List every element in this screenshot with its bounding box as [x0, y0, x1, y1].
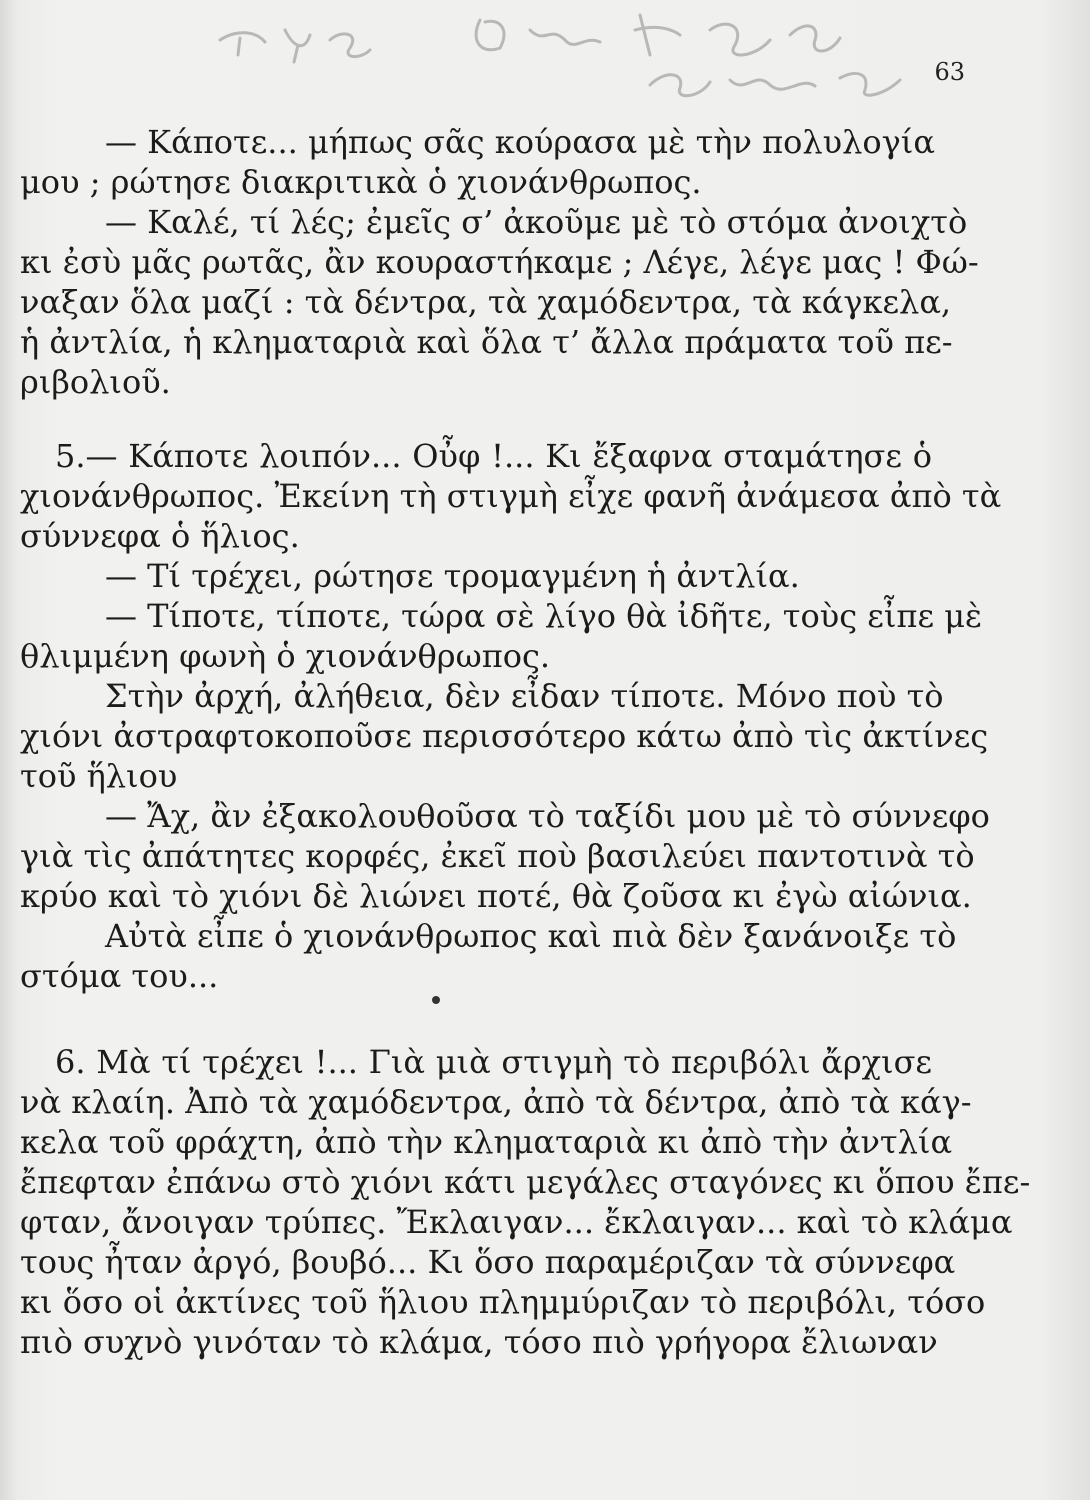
text-line: κρύο καὶ τὸ χιόνι δὲ λιώνει ποτέ, θὰ ζοῦσα κι ἐγὼ αἰώνια. — [20, 877, 972, 915]
text-line: ἔπεφταν ἐπάνω στὸ χιόνι κάτι μεγάλες σταγόνες κι ὅπου ἔπε- — [20, 1163, 1031, 1201]
text-line: — Καλέ, τί λές; ἐμεῖς σ’ ἀκοῦμε μὲ τὸ στόμα ἀνοιχτὸ — [105, 203, 968, 241]
text-line: 5.— Κάποτε λοιπόν... Οὖφ !... Κι ἔξαφνα σταμάτησε ὁ — [55, 437, 932, 475]
text-line: ριβολιοῦ. — [20, 363, 171, 401]
text-line: θλιμμένη φωνὴ ὁ χιονάνθρωπος. — [20, 637, 551, 675]
text-line: σύννεφα ὁ ἥλιος. — [20, 517, 300, 555]
text-line: τοῦ ἥλιου — [20, 757, 178, 795]
text-line: μου ; ρώτησε διακριτικὰ ὁ χιονάνθρωπος. — [20, 163, 702, 201]
ink-speck — [432, 996, 440, 1004]
text-line: κελα τοῦ φράχτη, ἀπὸ τὴν κληματαριὰ κι ἀπὸ τὴν ἀντλία — [20, 1123, 953, 1161]
text-line: πιὸ συχνὸ γινόταν τὸ κλάμα, τόσο πιὸ γρήγορα ἔλιωναν — [20, 1323, 938, 1361]
text-line: Στὴν ἀρχή, ἀλήθεια, δὲν εἶδαν τίποτε. Μόνο ποὺ τὸ — [105, 677, 944, 715]
text-line: φταν, ἄνοιγαν τρύπες. Ἔκλαιγαν... ἔκλαιγαν... καὶ τὸ κλάμα — [20, 1203, 1013, 1241]
handwritten-annotation — [210, 0, 1030, 110]
text-line: νὰ κλαίη. Ἀπὸ τὰ χαμόδεντρα, ἀπὸ τὰ δέντρα, ἀπὸ τὰ κάγ- — [20, 1083, 972, 1121]
text-line: κι ἐσὺ μᾶς ρωτᾶς, ἂν κουραστήκαμε ; Λέγε, λέγε μας ! Φώ- — [20, 243, 979, 281]
text-line: γιὰ τὶς ἀπάτητες κορφές, ἐκεῖ ποὺ βασιλεύει παντοτινὰ τὸ — [20, 837, 975, 875]
text-line: ναξαν ὅλα μαζί : τὰ δέντρα, τὰ χαμόδεντρα, τὰ κάγκελα, — [20, 283, 952, 321]
text-line: χιονάνθρωπος. Ἐκείνη τὴ στιγμὴ εἶχε φανῆ ἀνάμεσα ἀπὸ τὰ — [20, 477, 1002, 515]
text-line: — Ἄχ, ἂν ἐξακολουθοῦσα τὸ ταξίδι μου μὲ τὸ σύννεφο — [105, 797, 990, 835]
page-number: 63 — [934, 58, 965, 86]
text-line: κι ὅσο οἱ ἀκτίνες τοῦ ἥλιου πλημμύριζαν τὸ περιβόλι, τόσο — [20, 1283, 986, 1321]
text-line: ἡ ἀντλία, ἡ κληματαριὰ καὶ ὅλα τ’ ἄλλα πράματα τοῦ πε- — [20, 323, 953, 361]
text-line: Αὐτὰ εἶπε ὁ χιονάνθρωπος καὶ πιὰ δὲν ξανάνοιξε τὸ — [105, 917, 957, 955]
text-line: — Τί τρέχει, ρώτησε τρομαγμένη ἡ ἀντλία. — [105, 557, 800, 595]
text-line: στόμα του... — [20, 957, 219, 995]
text-line: — Κάποτε... μήπως σᾶς κούρασα μὲ τὴν πολυλογία — [105, 123, 935, 161]
text-line: τους ἦταν ἀργό, βουβό... Κι ὅσο παραμέριζαν τὰ σύννεφα — [20, 1243, 956, 1281]
text-line: χιόνι ἀστραφτοκοποῦσε περισσότερο κάτω ἀπὸ τὶς ἀκτίνες — [20, 717, 989, 755]
text-line: — Τίποτε, τίποτε, τώρα σὲ λίγο θὰ ἰδῆτε, τοὺς εἶπε μὲ — [105, 597, 983, 635]
text-line: 6. Μὰ τί τρέχει !... Γιὰ μιὰ στιγμὴ τὸ περιβόλι ἄρχισε — [55, 1043, 932, 1081]
